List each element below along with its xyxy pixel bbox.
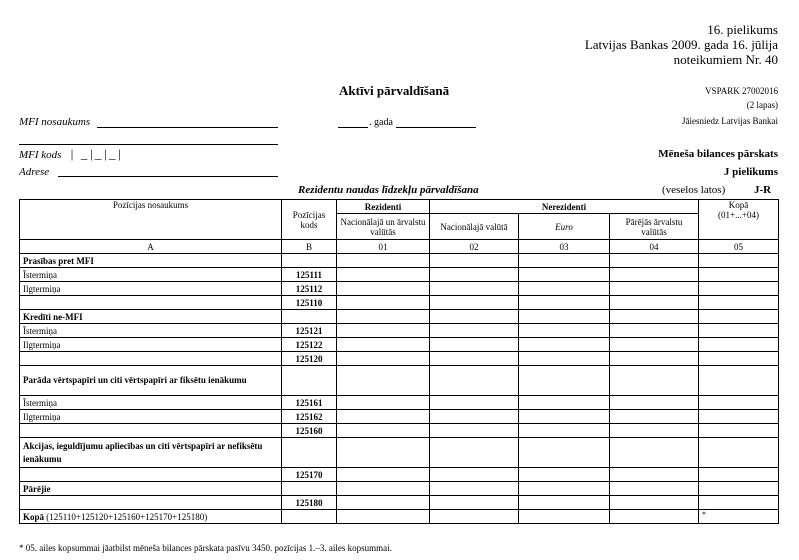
value-cell[interactable] (610, 310, 699, 324)
letter-cell: 02 (430, 240, 519, 254)
table-row (20, 310, 779, 324)
page-title: Aktīvi pārvaldīšanā (339, 83, 450, 98)
row-code-cell: 125122 (282, 338, 337, 352)
value-cell[interactable] (430, 366, 519, 396)
value-cell[interactable] (610, 338, 699, 352)
row-name-cell: Ilgtermiņa (20, 410, 282, 424)
row-name-cell (20, 468, 282, 482)
value-cell[interactable] (519, 510, 610, 524)
row-code-cell: 125160 (282, 424, 337, 438)
row-code-cell: 125110 (282, 296, 337, 310)
total-label-cell: Kopā (125110+125120+125160+125170+125180) (20, 510, 282, 524)
value-cell[interactable] (430, 282, 519, 296)
value-cell[interactable] (519, 352, 610, 366)
value-cell[interactable] (519, 324, 610, 338)
row-name-cell: Parāda vērtspapīri un citi vērtspapīri ar fiksētu ienākumu (20, 366, 282, 396)
row-name-cell: Ilgtermiņa (20, 282, 282, 296)
value-cell[interactable] (519, 424, 610, 438)
row-name-cell: Pārējie (20, 482, 282, 496)
table-row (20, 254, 779, 268)
value-cell[interactable] (519, 310, 610, 324)
value-cell[interactable] (699, 496, 779, 510)
value-cell[interactable] (699, 338, 779, 352)
col-header-nonresidents: Nerezidenti (430, 200, 699, 214)
value-cell[interactable] (430, 268, 519, 282)
subheader-other: Pārējās ārvalstu valūtās (610, 214, 699, 240)
mfi-name-label: MFI nosaukums (19, 116, 91, 128)
regulation-line-2: noteikumiem Nr. 40 (673, 52, 778, 67)
value-cell[interactable] (337, 282, 430, 296)
value-cell[interactable] (610, 282, 699, 296)
value-cell[interactable] (430, 338, 519, 352)
value-cell[interactable] (430, 482, 519, 496)
col-header-residents: Rezidenti (337, 200, 430, 214)
value-cell[interactable] (430, 254, 519, 268)
value-cell[interactable] (699, 438, 779, 468)
value-cell[interactable] (699, 468, 779, 482)
value-cell[interactable] (519, 366, 610, 396)
row-code-cell: 125120 (282, 352, 337, 366)
row-code-cell (282, 482, 337, 496)
row-code-cell: 125170 (282, 468, 337, 482)
value-cell[interactable] (519, 296, 610, 310)
value-cell[interactable] (610, 510, 699, 524)
value-cell[interactable] (610, 424, 699, 438)
value-cell[interactable] (337, 396, 430, 410)
value-cell[interactable] (610, 352, 699, 366)
row-code-cell: 125180 (282, 496, 337, 510)
letter-cell: B (282, 240, 337, 254)
value-cell[interactable] (519, 410, 610, 424)
row-name-cell: Akcijas, ieguldījumu apliecības un citi vērtspapīri ar nefiksētu ienākumu (20, 438, 282, 468)
value-cell[interactable] (610, 410, 699, 424)
value-cell[interactable] (519, 438, 610, 468)
value-cell[interactable] (699, 296, 779, 310)
row-code-cell: 125112 (282, 282, 337, 296)
value-cell[interactable] (519, 482, 610, 496)
value-cell[interactable] (337, 438, 430, 468)
row-name-cell: Ilgtermiņa (20, 338, 282, 352)
table-row (20, 438, 779, 468)
letters-row (20, 240, 779, 254)
letter-cell: A (20, 240, 282, 254)
row-code-cell (282, 438, 337, 468)
value-cell[interactable] (610, 468, 699, 482)
table-row (20, 396, 779, 410)
value-cell[interactable] (699, 482, 779, 496)
value-cell[interactable] (610, 324, 699, 338)
mfi-name-field[interactable] (97, 127, 278, 128)
row-code-cell (282, 310, 337, 324)
row-name-cell: Īstermiņa (20, 324, 282, 338)
value-cell[interactable] (519, 268, 610, 282)
row-code-cell: 125162 (282, 410, 337, 424)
value-cell[interactable] (337, 268, 430, 282)
value-cell[interactable] (430, 468, 519, 482)
value-cell[interactable] (699, 268, 779, 282)
value-cell[interactable] (699, 310, 779, 324)
date-label: . gada (369, 117, 393, 128)
subheader-national-res: Nacionālajā un ārvalstu valūtās (337, 214, 430, 240)
row-name-cell: Kredīti ne-MFI (20, 310, 282, 324)
value-cell[interactable] (610, 296, 699, 310)
annex-label: J pielikums (723, 166, 778, 178)
value-cell[interactable] (699, 396, 779, 410)
regulation-line-1: Latvijas Bankas 2009. gada 16. jūlija (584, 37, 778, 52)
value-cell[interactable] (610, 396, 699, 410)
value-cell[interactable] (282, 510, 337, 524)
value-cell[interactable] (519, 396, 610, 410)
value-cell[interactable] (337, 324, 430, 338)
table-row (20, 482, 779, 496)
letter-cell: 04 (610, 240, 699, 254)
total-mark-cell[interactable]: * (699, 510, 779, 524)
table-row (20, 296, 779, 310)
appendix-number: 16. pielikums (707, 22, 778, 37)
address-field[interactable] (58, 176, 278, 177)
report-name: Mēneša bilances pārskats (658, 148, 778, 160)
mfi-code-field[interactable]: | _|_|_| (70, 146, 124, 161)
form-code: VSPARK 27002016 (705, 86, 778, 96)
col-header-name: Pozīcijas nosaukums (20, 200, 282, 240)
col-header-total: Kopā (01+...+04) (699, 200, 779, 240)
value-cell[interactable] (519, 496, 610, 510)
row-code-cell (282, 254, 337, 268)
value-cell[interactable] (337, 482, 430, 496)
value-cell[interactable] (699, 410, 779, 424)
row-name-cell (20, 352, 282, 366)
units-label: (veselos latos) (662, 184, 726, 196)
date-year-field[interactable] (338, 127, 368, 128)
table-row (20, 352, 779, 366)
value-cell[interactable] (430, 396, 519, 410)
value-cell[interactable] (430, 438, 519, 468)
page-count: (2 lapas) (746, 100, 778, 110)
table-row (20, 410, 779, 424)
value-cell[interactable] (610, 268, 699, 282)
subheader-euro: Euro (519, 214, 610, 240)
mfi-name-field-line2[interactable] (19, 144, 278, 145)
value-cell[interactable] (699, 352, 779, 366)
row-code-cell: 125121 (282, 324, 337, 338)
letter-cell: 05 (699, 240, 779, 254)
value-cell[interactable] (337, 352, 430, 366)
value-cell[interactable] (337, 510, 430, 524)
row-name-cell: Īstermiņa (20, 396, 282, 410)
row-name-cell (20, 296, 282, 310)
value-cell[interactable] (519, 338, 610, 352)
row-name-cell (20, 424, 282, 438)
table-row (20, 324, 779, 338)
value-cell[interactable] (337, 496, 430, 510)
value-cell[interactable] (337, 410, 430, 424)
table-row (20, 496, 779, 510)
value-cell[interactable] (699, 366, 779, 396)
table-row (20, 366, 779, 396)
value-cell[interactable] (337, 254, 430, 268)
table-row (20, 468, 779, 482)
value-cell[interactable] (430, 310, 519, 324)
value-cell[interactable] (610, 366, 699, 396)
table-row (20, 268, 779, 282)
value-cell[interactable] (337, 296, 430, 310)
annex-code: J-R (754, 184, 772, 196)
value-cell[interactable] (430, 424, 519, 438)
value-cell[interactable] (337, 310, 430, 324)
footnote: * 05. ailes kopsummai jāatbilst mēneša bilances pārskata pasīvu 3450. pozīcijas 1.–3. ailes kopsummai. (19, 543, 392, 553)
row-code-cell: 125161 (282, 396, 337, 410)
value-cell[interactable] (519, 468, 610, 482)
letter-cell: 01 (337, 240, 430, 254)
value-cell[interactable] (337, 468, 430, 482)
table-row (20, 424, 779, 438)
row-name-cell: Īstermiņa (20, 268, 282, 282)
row-name-cell (20, 496, 282, 510)
value-cell[interactable] (610, 254, 699, 268)
value-cell[interactable] (699, 254, 779, 268)
table-row (20, 338, 779, 352)
letter-cell: 03 (519, 240, 610, 254)
row-code-cell: 125111 (282, 268, 337, 282)
table-row (20, 282, 779, 296)
col-header-code: Pozīcijas kods (282, 200, 337, 240)
mfi-code-label: MFI kods (19, 149, 62, 161)
value-cell[interactable] (337, 424, 430, 438)
balance-table (19, 199, 779, 524)
row-name-cell: Prasības pret MFI (20, 254, 282, 268)
value-cell[interactable] (610, 496, 699, 510)
value-cell[interactable] (519, 282, 610, 296)
subheader-national-nonres: Nacionālajā valūtā (430, 214, 519, 240)
value-cell[interactable] (699, 324, 779, 338)
value-cell[interactable] (610, 482, 699, 496)
row-code-cell (282, 366, 337, 396)
total-row (20, 510, 779, 524)
value-cell[interactable] (610, 438, 699, 468)
submit-note: Jāiesniedz Latvijas Bankai (682, 116, 778, 126)
value-cell[interactable] (430, 296, 519, 310)
value-cell[interactable] (430, 510, 519, 524)
value-cell[interactable] (430, 410, 519, 424)
value-cell[interactable] (699, 282, 779, 296)
value-cell[interactable] (337, 338, 430, 352)
date-month-field[interactable] (396, 127, 476, 128)
value-cell[interactable] (337, 366, 430, 396)
value-cell[interactable] (430, 352, 519, 366)
address-label: Adrese (19, 166, 50, 178)
value-cell[interactable] (519, 254, 610, 268)
value-cell[interactable] (699, 424, 779, 438)
value-cell[interactable] (430, 496, 519, 510)
value-cell[interactable] (430, 324, 519, 338)
section-title: Rezidentu naudas līdzekļu pārvaldīšana (298, 184, 479, 196)
